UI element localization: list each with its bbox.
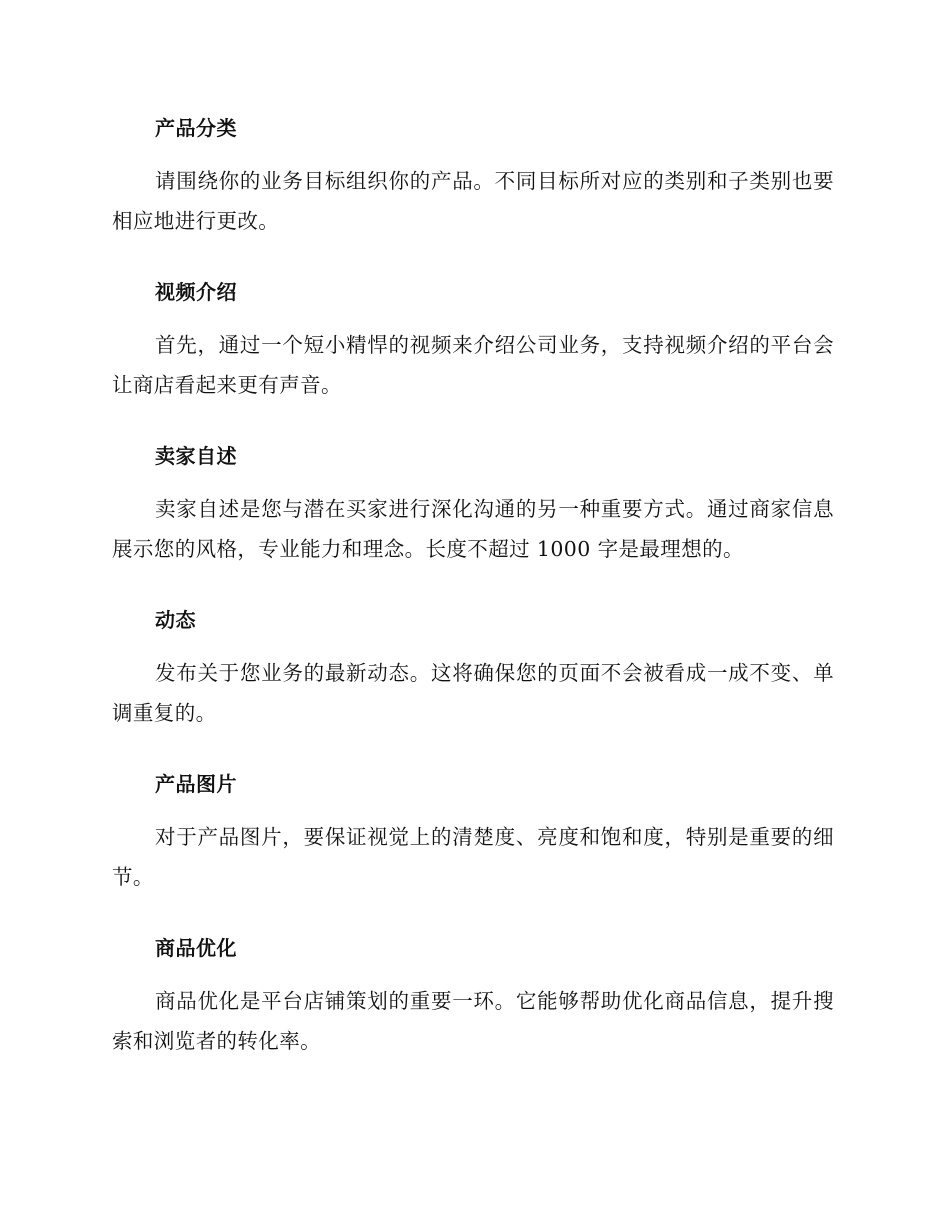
section-product-optimization [112,928,834,1061]
section-updates [112,600,834,733]
section-heading: 卖家自述 [155,444,237,468]
section-product-category [112,108,834,241]
section-paragraph: 发布关于您业务的最新动态。这将确保您的页面不会被看成一成不变、单调重复的。 [112,661,834,725]
section-paragraph: 首先，通过一个短小精悍的视频来介绍公司业务，支持视频介绍的平台会让商店看起来更有声音。 [112,333,834,397]
section-paragraph: 对于产品图片，要保证视觉上的清楚度、亮度和饱和度，特别是重要的细节。 [112,825,834,889]
section-heading: 动态 [155,608,196,632]
section-heading: 商品优化 [155,936,237,960]
section-video-intro [112,272,834,405]
section-product-images [112,764,834,897]
section-paragraph: 卖家自述是您与潜在买家进行深化沟通的另一种重要方式。通过商家信息展示您的风格，专业能力和理念。长度不超过 1000 字是最理想的。 [112,497,834,561]
document-content [112,108,834,1061]
section-paragraph: 请围绕你的业务目标组织你的产品。不同目标所对应的类别和子类别也要相应地进行更改。 [112,169,834,233]
section-heading: 产品分类 [155,116,237,140]
section-seller-statement [112,436,834,569]
section-heading: 视频介绍 [155,280,237,304]
section-paragraph: 商品优化是平台店铺策划的重要一环。它能够帮助优化商品信息，提升搜索和浏览者的转化率。 [112,989,834,1053]
section-heading: 产品图片 [155,772,237,796]
